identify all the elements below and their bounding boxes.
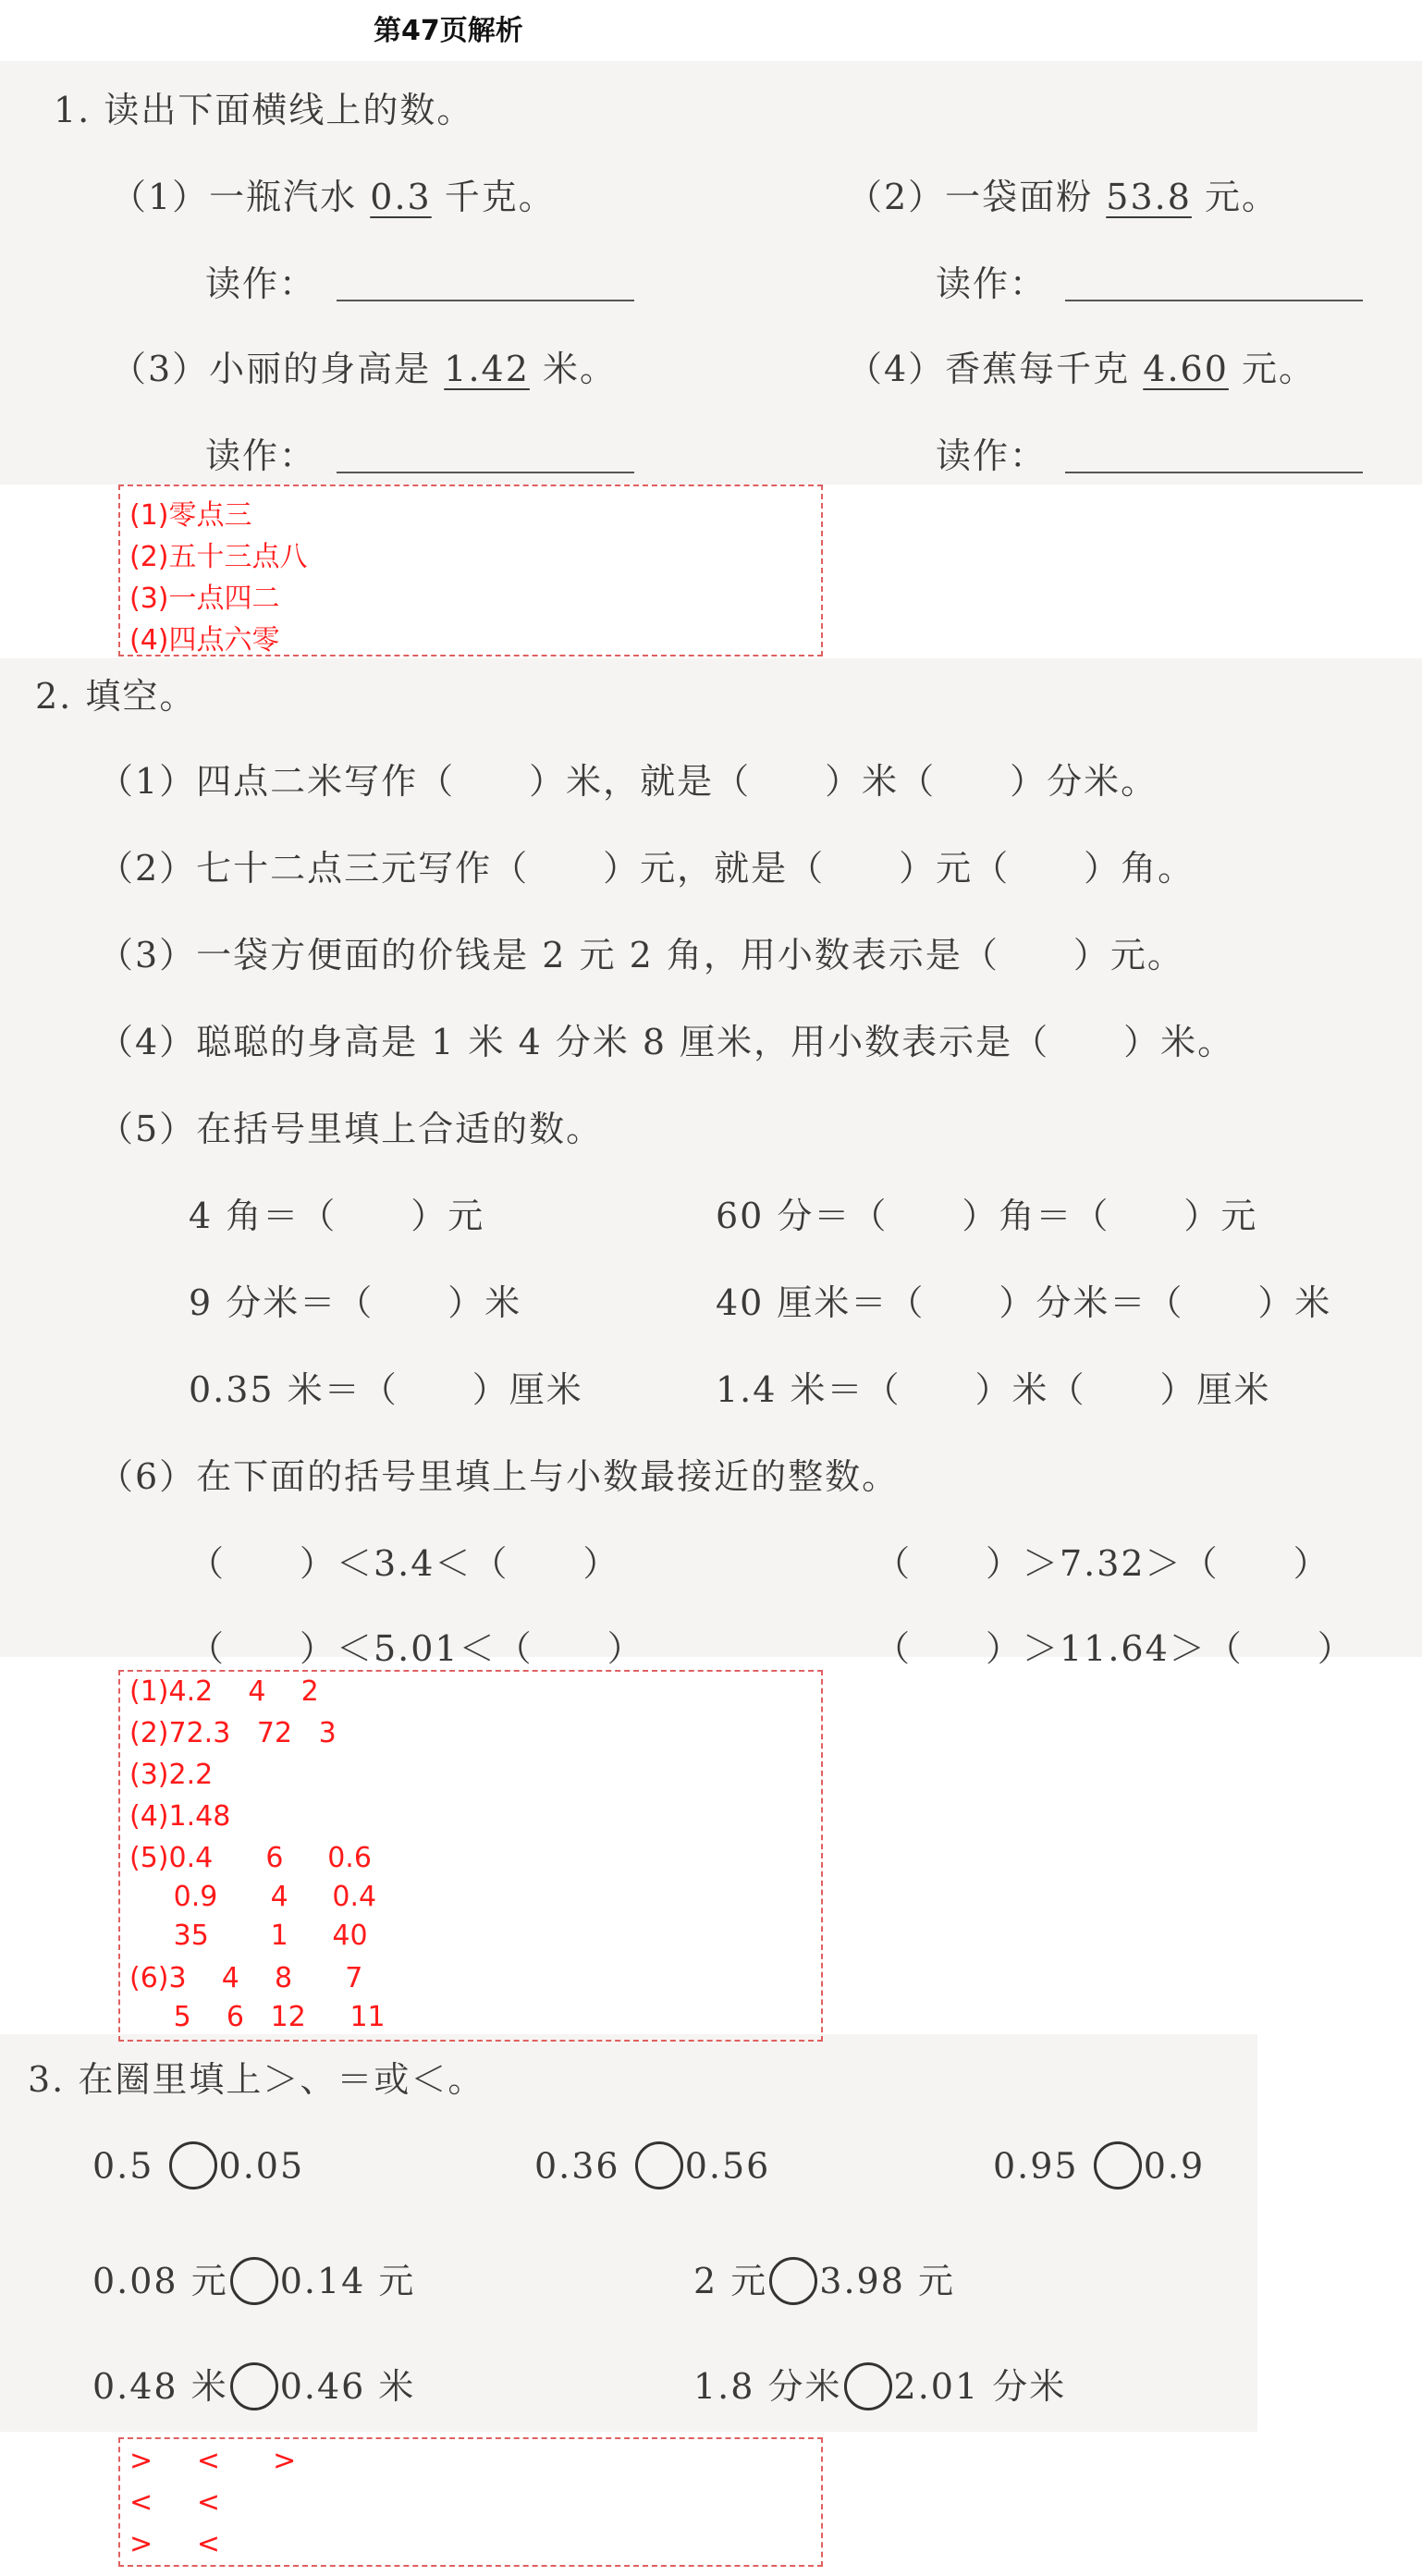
q1-item-4: （4）香蕉每千克 4.60 元。 <box>847 349 1316 389</box>
q1-answer-line-4[interactable] <box>1065 472 1363 473</box>
compare-circle[interactable] <box>230 2362 278 2410</box>
q1-answer-3: (3)一点四二 <box>129 583 280 615</box>
q2-line-2: （2）七十二点三元写作（ ）元，就是（ ）元（ ）角。 <box>98 848 1195 889</box>
q2-sub5-2a: 9 分米＝（ ）米 <box>189 1282 522 1323</box>
q1-read-label-2: 读作： <box>936 264 1048 304</box>
q3-compare-1: 0.5 0.05 <box>92 2145 304 2193</box>
q2-line-1: （1）四点二米写作（ ）米，就是（ ）米（ ）分米。 <box>98 761 1158 802</box>
q2-line-4: （4）聪聪的身高是 1 米 4 分米 8 厘米，用小数表示是（ ）米。 <box>98 1022 1235 1062</box>
q1-answer-4: (4)四点六零 <box>129 624 280 656</box>
scan-region-q2 <box>0 658 1422 1657</box>
q1-item-2: （2）一袋面粉 53.8 元。 <box>847 177 1279 217</box>
q2-sub6-2b: （ ）＞11.64＞（ ） <box>875 1628 1355 1669</box>
compare-circle[interactable] <box>844 2362 892 2410</box>
q2-answer-3: (3)2.2 <box>129 1759 214 1791</box>
q1-answer-2: (2)五十三点八 <box>129 541 308 573</box>
q3-compare-2: 0.36 0.56 <box>534 2145 770 2193</box>
compare-circle[interactable] <box>635 2141 683 2190</box>
q3-answer-1: > < > <box>129 2445 297 2477</box>
compare-circle[interactable] <box>1094 2141 1142 2190</box>
q2-answer-8: (6)3 4 8 7 <box>129 1962 363 1994</box>
q2-heading: 2. 填空。 <box>35 676 197 717</box>
q3-compare-6: 0.48 米 0.46 米 <box>92 2358 415 2414</box>
q3-compare-7: 1.8 分米 2.01 分米 <box>693 2358 1066 2414</box>
page-title: 第47页解析 <box>374 15 523 47</box>
compare-circle[interactable] <box>230 2257 278 2305</box>
q3-heading: 3. 在圈里填上＞、＝或＜。 <box>28 2059 485 2100</box>
q2-sub5-2b: 40 厘米＝（ ）分米＝（ ）米 <box>716 1282 1332 1323</box>
q2-sub5-3b: 1.4 米＝（ ）米（ ）厘米 <box>716 1369 1271 1410</box>
q3-compare-4: 0.08 元 0.14 元 <box>92 2252 415 2309</box>
q3-answer-3: > < <box>129 2528 220 2560</box>
q2-answer-4: (4)1.48 <box>129 1800 231 1833</box>
q2-answer-2: (2)72.3 72 3 <box>129 1717 337 1749</box>
q1-read-label-1: 读作： <box>205 264 317 304</box>
q2-sub6-2a: （ ）＜5.01＜（ ） <box>189 1628 644 1669</box>
q2-line-6: （6）在下面的括号里填上与小数最接近的整数。 <box>98 1456 900 1497</box>
q2-answer-6: 0.9 4 0.4 <box>129 1881 377 1913</box>
q1-answer-1: (1)零点三 <box>129 499 252 532</box>
q1-answer-line-1[interactable] <box>337 300 634 301</box>
q1-read-label-3: 读作： <box>205 435 317 476</box>
q2-sub5-1a: 4 角＝（ ）元 <box>189 1196 485 1236</box>
q1-item-1: （1）一瓶汽水 0.3 千克。 <box>111 177 556 217</box>
q2-line-3: （3）一袋方便面的价钱是 2 元 2 角，用小数表示是（ ）元。 <box>98 935 1184 975</box>
q2-sub6-1a: （ ）＜3.4＜（ ） <box>189 1543 620 1584</box>
q2-sub5-1b: 60 分＝（ ）角＝（ ）元 <box>716 1196 1258 1236</box>
q2-line-5: （5）在括号里填上合适的数。 <box>98 1109 604 1149</box>
q2-answer-1: (1)4.2 4 2 <box>129 1675 319 1708</box>
q3-compare-5: 2 元 3.98 元 <box>693 2252 955 2309</box>
q3-compare-3: 0.95 0.9 <box>993 2145 1205 2193</box>
compare-circle[interactable] <box>769 2257 817 2305</box>
q1-answer-line-2[interactable] <box>1065 300 1363 301</box>
q3-answer-2: < < <box>129 2486 220 2519</box>
q1-heading: 1. 读出下面横线上的数。 <box>54 90 474 130</box>
q2-sub5-3a: 0.35 米＝（ ）厘米 <box>189 1369 583 1410</box>
q1-read-label-4: 读作： <box>936 435 1048 476</box>
q2-answer-9: 5 6 12 11 <box>129 2001 386 2033</box>
q1-item-3: （3）小丽的身高是 1.42 米。 <box>111 349 617 389</box>
q1-answer-line-3[interactable] <box>337 472 634 473</box>
q2-answer-7: 35 1 40 <box>129 1920 368 1952</box>
q2-answer-5: (5)0.4 6 0.6 <box>129 1842 372 1874</box>
compare-circle[interactable] <box>169 2141 217 2190</box>
q2-sub6-1b: （ ）＞7.32＞（ ） <box>875 1543 1330 1584</box>
